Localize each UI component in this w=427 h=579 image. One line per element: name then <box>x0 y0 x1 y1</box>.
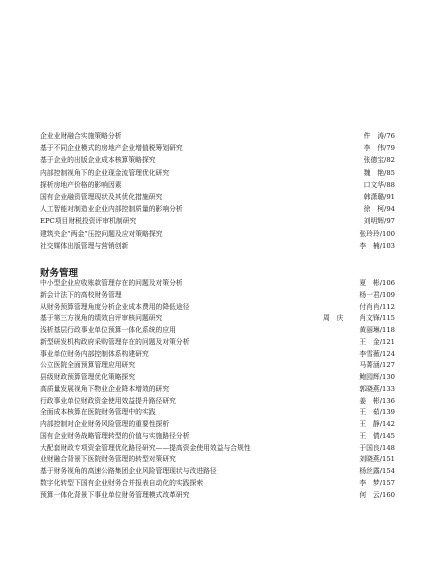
entry-title: 国有企业财务战略管理转型的价值与实施路径分析 <box>40 431 190 440</box>
toc-list-top <box>40 130 395 252</box>
entry-title: 社交媒体出版管理与营销创新 <box>40 241 129 250</box>
entry-title: 公立医院全面预算管理应用研究 <box>40 361 136 370</box>
toc-entry[interactable] <box>40 466 395 478</box>
entry-title: 内部控制视角下的企业现金流管理优化研究 <box>40 168 170 177</box>
entry-author-page: 刘明辉/97 <box>363 217 395 226</box>
entry-title: 内部控制对企业财务风险管理的重要性探析 <box>40 420 170 428</box>
toc-entry[interactable] <box>40 454 395 466</box>
entry-author-page: 于国良/148 <box>359 443 395 452</box>
section-heading: 财务管理 <box>40 268 79 279</box>
entry-author-page: 刘晓燕/151 <box>359 455 395 464</box>
entry-title: 全面成本核算在医院财务管理中的实践 <box>40 408 156 417</box>
entry-author-page: 杨丝露/154 <box>359 467 395 475</box>
toc-entry[interactable] <box>40 167 395 179</box>
entry-title: 县级财政预算管理优化策略探究 <box>40 373 136 381</box>
entry-title: EPC项目财税投资评审机制研究 <box>40 217 137 226</box>
entry-author-page: 件 涛/76 <box>363 132 395 140</box>
entry-author-page: 李 梦/157 <box>359 478 395 487</box>
entry-author-page: 肖文锋/115 <box>359 314 395 323</box>
entry-title: 基于企业的出版企业成本核算策略探究 <box>40 156 156 165</box>
toc-entry[interactable] <box>40 142 395 154</box>
entry-author-page: 王 静/142 <box>359 420 395 428</box>
entry-author-page: 口文华/88 <box>363 180 395 189</box>
entry-title: 中小型企业应收账款管理存在的问题及对策分析 <box>40 279 183 287</box>
entry-author-page: 杨一君/109 <box>359 290 395 299</box>
toc-entry[interactable] <box>40 313 395 325</box>
entry-author-page: 黄丽琳/118 <box>359 326 395 334</box>
entry-title: 事业单位财务内部控制体系构建研究 <box>40 349 149 358</box>
toc-entry[interactable] <box>40 278 395 290</box>
entry-author-page: 韩潇璐/91 <box>363 192 395 201</box>
toc-entry[interactable] <box>40 360 395 372</box>
toc-entry[interactable] <box>40 384 395 396</box>
toc-entry[interactable] <box>40 228 395 240</box>
entry-title: 行政事业单位财政资金使用效益提升路径研究 <box>40 396 176 405</box>
toc-entry[interactable] <box>40 290 395 302</box>
entry-author-page: 李 楠/103 <box>359 241 395 250</box>
toc-entry[interactable] <box>40 396 395 408</box>
entry-title: 高质量发展视角下物业企业降本增效的研究 <box>40 384 170 393</box>
entry-title: 基于不同企业模式的房地产企业增值税筹划研究 <box>40 144 183 153</box>
toc-entry[interactable] <box>40 407 395 419</box>
entry-title: 基于第三方视角的绩效自评审核问题研究 <box>40 314 163 323</box>
entry-title: 企业业财融合实施策略分析 <box>40 132 122 140</box>
entry-author-page: 王 倩/145 <box>359 431 395 440</box>
entry-author-page: 付肖肖/112 <box>359 302 395 311</box>
entry-author-page: 马菁涵/127 <box>359 361 395 370</box>
toc-entry[interactable] <box>40 372 395 384</box>
entry-author-page: 郭晓燕/133 <box>359 384 395 393</box>
entry-author-page: 徐 柯/94 <box>363 205 395 214</box>
toc-entry[interactable] <box>40 302 395 314</box>
entry-title: 建筑央企“两金”压控问题及应对策略探究 <box>40 229 163 238</box>
toc-list-finance <box>40 278 395 501</box>
entry-title: 预算一体化背景下事业单位财务管理模式改革研究 <box>40 490 190 499</box>
entry-title: 大配套财政专项资金管理优化路径研究——提高资金使用效益与合规性 <box>40 443 251 452</box>
entry-co-author: 周 庆 <box>323 314 344 323</box>
entry-title: 人工智能对制造业企业内部控制质量的影响分析 <box>40 205 183 214</box>
entry-author-page: 李雪薇/124 <box>359 349 395 358</box>
entry-author-page: 王 茹/139 <box>359 408 395 417</box>
toc-entry[interactable] <box>40 431 395 443</box>
toc-entry[interactable] <box>40 349 395 361</box>
toc-entry[interactable] <box>40 478 395 490</box>
toc-entry[interactable] <box>40 240 395 252</box>
entry-author-page: 何 云/160 <box>359 490 395 499</box>
entry-author-page: 张德宝/82 <box>363 156 395 165</box>
entry-title: 浅析基层行政事业单位预算一体化系统的应用 <box>40 326 176 334</box>
toc-entry[interactable] <box>40 325 395 337</box>
entry-title: 新型研发机构政府采购管理存在的问题及对策分析 <box>40 337 190 346</box>
entry-title: 数字化转型下国有企业财务合并报表自动化的实践探索 <box>40 478 204 487</box>
entry-author-page: 张玲玲/100 <box>359 229 395 238</box>
toc-entry[interactable] <box>40 130 395 142</box>
entry-author-page: 姜 彬/136 <box>359 396 395 405</box>
entry-title: 业财融合背景下医院财务管理的转型对策研究 <box>40 455 176 464</box>
toc-entry[interactable] <box>40 337 395 349</box>
toc-entry[interactable] <box>40 203 395 215</box>
entry-title: 新会计法下的高校财务管理 <box>40 290 122 299</box>
entry-author-page: 鲍园辉/130 <box>359 373 395 381</box>
toc-entry[interactable] <box>40 443 395 455</box>
entry-author-page: 李 伟/79 <box>363 144 395 153</box>
entry-author-page: 夏 彬/106 <box>359 279 395 287</box>
entry-title: 探析房地产价格的影响因素 <box>40 180 122 189</box>
toc-entry[interactable] <box>40 179 395 191</box>
entry-title: 基于财务视角的高速公路集团企业风险管理现状与改进路径 <box>40 467 217 475</box>
toc-entry[interactable] <box>40 154 395 166</box>
toc-entry[interactable] <box>40 191 395 203</box>
toc-entry[interactable] <box>40 490 395 502</box>
entry-author-page: 魏 艳/85 <box>363 168 395 177</box>
entry-title: 从财务预算管理角度分析企业成本费用的降低途径 <box>40 302 190 311</box>
entry-author-page: 王 金/121 <box>359 337 395 346</box>
entry-title: 国有企业融资管理现状及其优化措施研究 <box>40 192 163 201</box>
toc-entry[interactable] <box>40 215 395 227</box>
toc-entry[interactable] <box>40 419 395 431</box>
